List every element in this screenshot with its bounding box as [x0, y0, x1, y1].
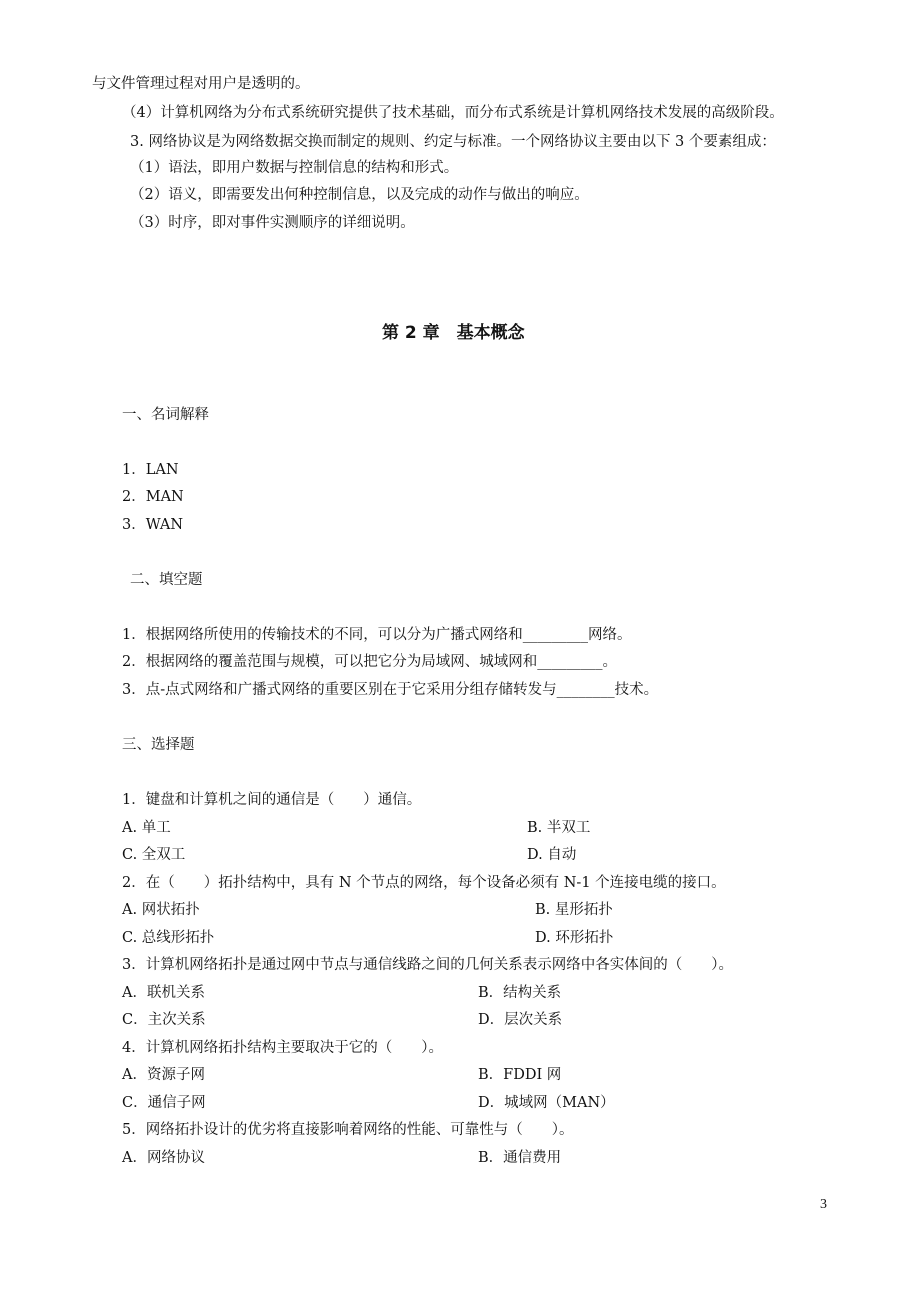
option-d: D. 环形拓扑 — [535, 930, 614, 946]
list-item: 3．WAN — [122, 517, 184, 533]
list-item: 1．LAN — [122, 462, 179, 478]
option-b: B．通信费用 — [478, 1150, 562, 1166]
list-item: 2．MAN — [122, 489, 184, 505]
section-heading-terms: 一、名词解释 — [122, 407, 209, 423]
option-d: D．城域网（MAN） — [478, 1095, 615, 1111]
question-text: 4．计算机网络拓扑结构主要取决于它的（ ）。 — [122, 1040, 443, 1056]
option-b: B．结构关系 — [478, 985, 562, 1001]
question-text: 5．网络拓扑设计的优劣将直接影响着网络的性能、可靠性与（ ）。 — [122, 1122, 574, 1138]
intro-line-2: （4）计算机网络为分布式系统研究提供了技术基础，而分布式系统是计算机网络技术发展的高级阶段。 — [122, 105, 784, 121]
intro-line-6: （3）时序，即对事件实测顺序的详细说明。 — [130, 215, 415, 231]
option-b: B. 星形拓扑 — [535, 902, 613, 918]
intro-line-4: （1）语法，即用户数据与控制信息的结构和形式。 — [130, 160, 459, 176]
intro-line-3: 3. 网络协议是为网络数据交换而制定的规则、约定与标准。一个网络协议主要由以下 3 个要素组成： — [130, 134, 776, 150]
option-a: A．网络协议 — [122, 1150, 205, 1166]
option-d: D. 自动 — [527, 847, 577, 863]
chapter-title: 第 2 章 基本概念 — [382, 323, 525, 343]
option-b: B. 半双工 — [527, 820, 591, 836]
list-item: 3．点-点式网络和广播式网络的重要区别在于它采用分组存储转发与________技术。 — [122, 682, 659, 698]
option-a: A．资源子网 — [122, 1067, 205, 1083]
option-c: C. 总线形拓扑 — [122, 930, 215, 946]
option-a: A. 网状拓扑 — [122, 902, 200, 918]
option-c: C. 全双工 — [122, 847, 186, 863]
intro-line-1: 与文件管理过程对用户是透明的。 — [92, 76, 310, 92]
question-text: 3．计算机网络拓扑是通过网中节点与通信线路之间的几何关系表示网络中各实体间的（ ）。 — [122, 957, 733, 973]
question-text: 2．在（ ）拓扑结构中，具有 N 个节点的网络，每个设备必须有 N-1 个连接电缆的接口。 — [122, 875, 726, 891]
question-text: 1．键盘和计算机之间的通信是（ ）通信。 — [122, 792, 422, 808]
list-item: 1．根据网络所使用的传输技术的不同，可以分为广播式网络和_________网络。 — [122, 627, 632, 643]
option-a: A．联机关系 — [122, 985, 205, 1001]
list-item: 2．根据网络的覆盖范围与规模，可以把它分为局域网、城域网和_________。 — [122, 654, 617, 670]
option-a: A. 单工 — [122, 820, 171, 836]
option-b: B．FDDI 网 — [478, 1067, 562, 1083]
section-heading-fill-blank: 二、填空题 — [130, 572, 203, 588]
section-heading-multiple-choice: 三、选择题 — [122, 737, 195, 753]
option-c: C．主次关系 — [122, 1012, 206, 1028]
page-number: 3 — [820, 1197, 827, 1212]
option-c: C．通信子网 — [122, 1095, 206, 1111]
intro-line-5: （2）语义，即需要发出何种控制信息，以及完成的动作与做出的响应。 — [130, 187, 589, 203]
option-d: D．层次关系 — [478, 1012, 563, 1028]
